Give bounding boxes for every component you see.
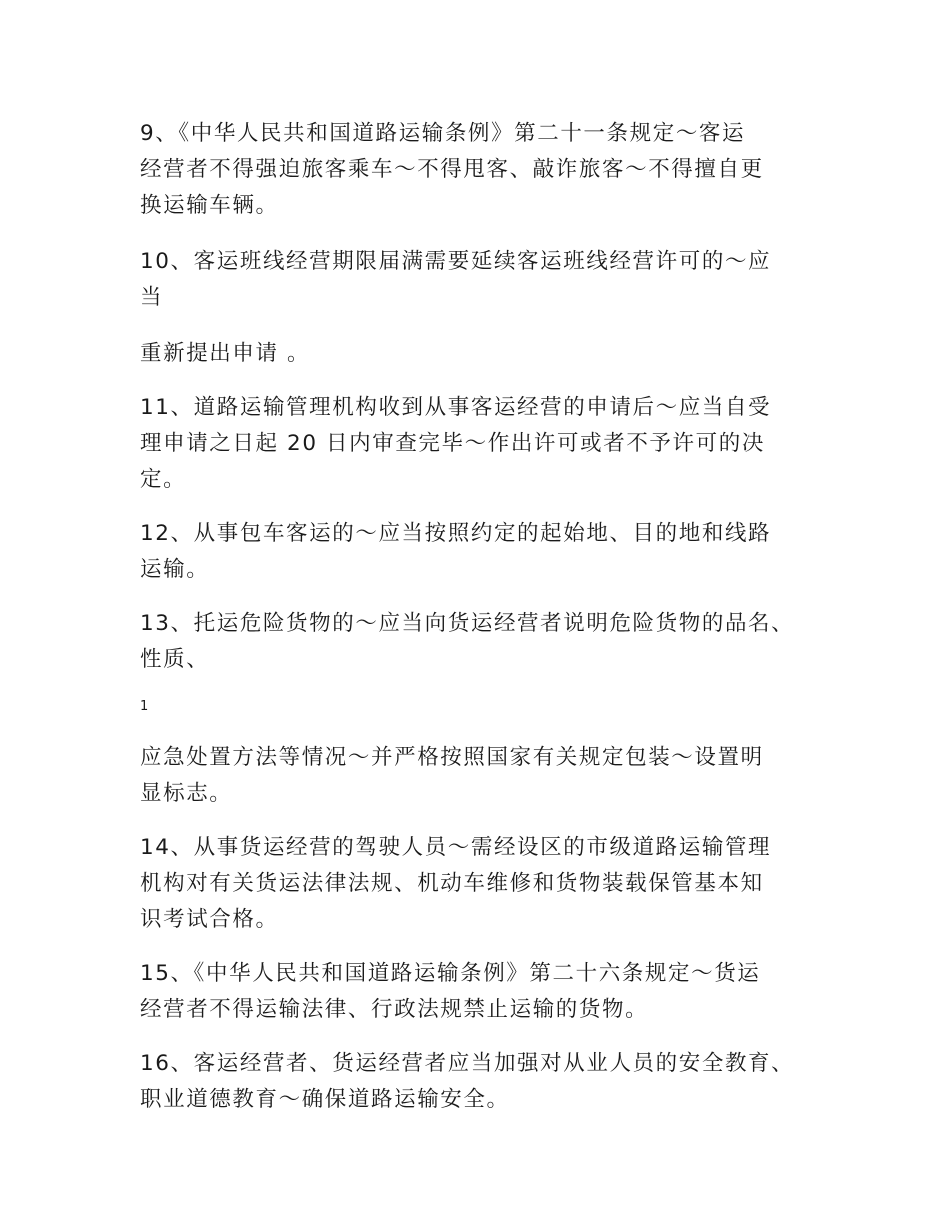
text-line: 机构对有关货运法律法规、机动车维修和货物装载保管基本知	[140, 871, 764, 896]
text-line: 13、托运危险货物的～应当向货运经营者说明危险货物的品名、	[140, 611, 795, 636]
text-line: 运输。	[140, 557, 210, 582]
text-line: 识考试合格。	[140, 907, 279, 932]
text-line: 12、从事包车客运的～应当按照约定的起始地、目的地和线路	[140, 521, 772, 546]
text-line: 重新提出申请 。	[140, 341, 311, 366]
text-line: 职业道德教育～确保道路运输安全。	[140, 1087, 510, 1112]
text-line: 14、从事货运经营的驾驶人员～需经设区的市级道路运输管理	[140, 835, 772, 860]
page-number: 1	[140, 699, 149, 714]
text-line: 15、《中华人民共和国道路运输条例》第二十六条规定～货运	[140, 961, 761, 986]
text-line: 显标志。	[140, 781, 233, 806]
text-line: 9、《中华人民共和国道路运输条例》第二十一条规定～客运	[140, 121, 746, 146]
text-line: 理申请之日起 20 日内审查完毕～作出许可或者不予许可的决	[140, 431, 765, 456]
text-line: 应急处置方法等情况～并严格按照国家有关规定包装～设置明	[140, 745, 764, 770]
text-line: 10、客运班线经营期限届满需要延续客运班线经营许可的～应	[140, 249, 772, 274]
text-line: 经营者不得强迫旅客乘车～不得甩客、敲诈旅客～不得擅自更	[140, 157, 764, 182]
text-line: 定。	[140, 467, 187, 492]
text-line: 11、道路运输管理机构收到从事客运经营的申请后～应当自受	[140, 395, 772, 420]
text-line: 当	[140, 285, 164, 310]
text-line: 换运输车辆。	[140, 193, 279, 218]
text-line: 经营者不得运输法律、行政法规禁止运输的货物。	[140, 997, 649, 1022]
text-line: 性质、	[140, 647, 210, 672]
text-line: 16、客运经营者、货运经营者应当加强对从业人员的安全教育、	[140, 1051, 795, 1076]
